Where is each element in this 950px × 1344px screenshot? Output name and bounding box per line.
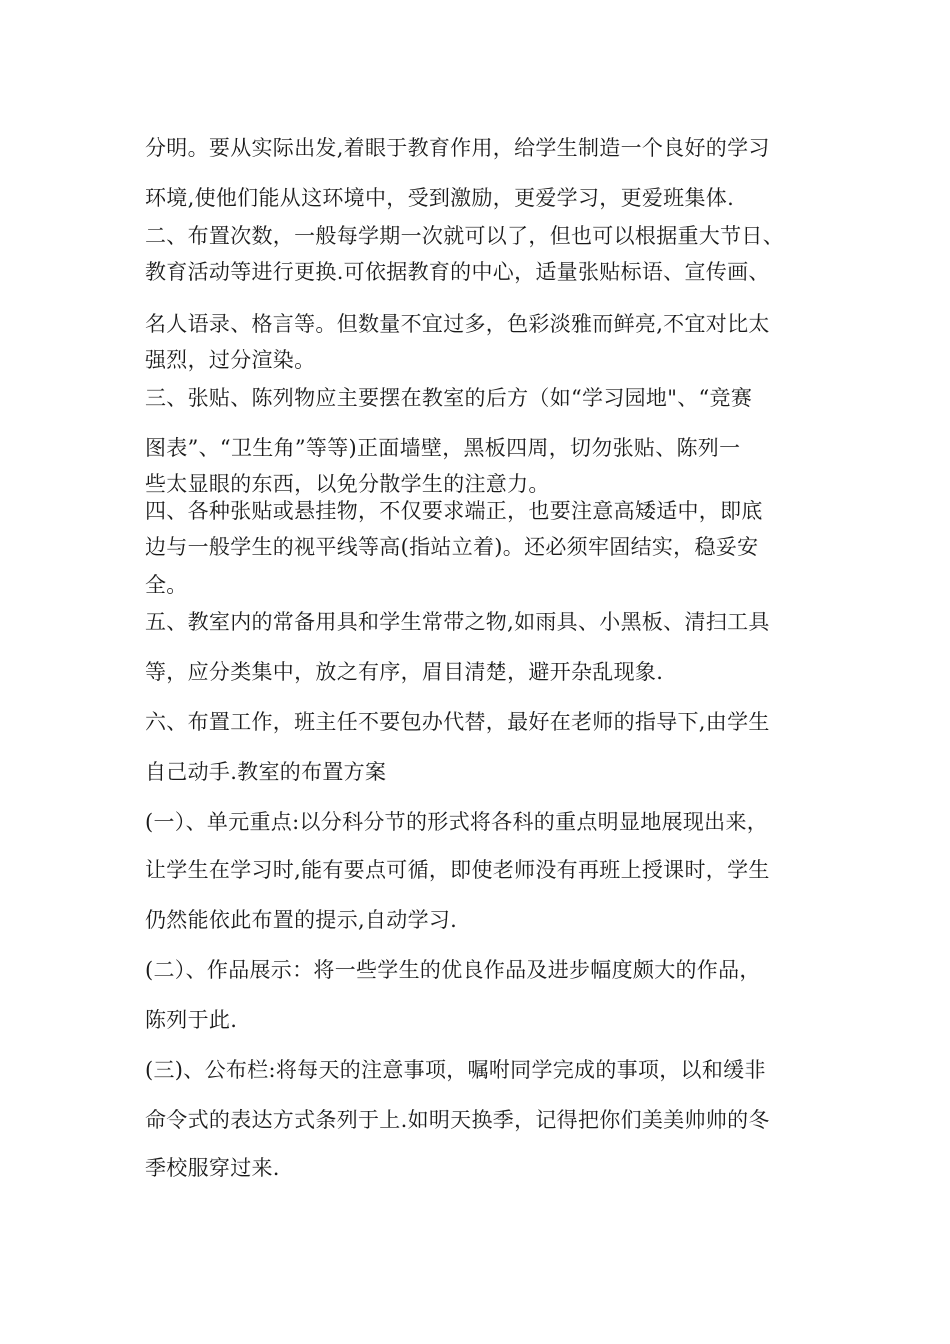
text-line: (一）、单元重点:以分科分节的形式将各科的重点明显地展现出来， (145, 810, 769, 834)
text-line: 命令式的表达方式条列于上.如明天换季，记得把你们美美帅帅的冬 (145, 1108, 770, 1132)
text-line: 边与一般学生的视平线等高(指站立着)。还必须牢固结实，稳妥安 (145, 535, 759, 559)
text-line: 仍然能依此布置的提示,自动学习. (145, 908, 458, 932)
text-line: 等，应分类集中，放之有序，眉目清楚，避开杂乱现象. (145, 660, 664, 684)
text-line: 五、教室内的常备用具和学生常带之物,如雨具、小黑板、清扫工具 (145, 610, 770, 634)
text-line: 四、各种张贴或悬挂物，不仅要求端正，也要注意高矮适中，即底 (145, 499, 763, 523)
text-line: 分明。要从实际出发,着眼于教育作用，给学生制造一个良好的学习 (145, 136, 770, 160)
text-line: 自己动手.教室的布置方案 (145, 760, 387, 784)
text-line: 三、张贴、陈列物应主要摆在教室的后方（如“学习园地"、“竞赛 (145, 386, 753, 410)
text-line: 全。 (145, 573, 188, 597)
text-line: 些太显眼的东西，以免分散学生的注意力。 (145, 472, 550, 496)
text-line: 二、布置次数，一般每学期一次就可以了，但也可以根据重大节日、 (145, 224, 784, 248)
text-line: (三)、公布栏:将每天的注意事项，嘱咐同学完成的事项，以和缓非 (145, 1058, 766, 1082)
text-line: 名人语录、格言等。但数量不宜过多，色彩淡雅而鲜亮,不宜对比太 (145, 312, 770, 336)
text-line: 教育活动等进行更换.可依据教育的中心，适量张贴标语、宣传画、 (145, 260, 770, 284)
text-line: 图表”、“卫生角”等等)正面墙壁，黑板四周，切勿张贴、陈列一 (145, 436, 741, 460)
text-line: (二）、作品展示：将一些学生的优良作品及进步幅度颇大的作品， (145, 958, 761, 982)
text-line: 陈列于此. (145, 1008, 238, 1032)
text-line: 六、布置工作，班主任不要包办代替，最好在老师的指导下,由学生 (145, 710, 770, 734)
text-line: 环境,使他们能从这环境中，受到激励，更爱学习，更爱班集体. (145, 186, 735, 210)
text-line: 季校服穿过来. (145, 1156, 280, 1180)
text-line: 让学生在学习时,能有要点可循，即使老师没有再班上授课时，学生 (145, 858, 770, 882)
text-line: 强烈，过分渲染。 (145, 348, 316, 372)
